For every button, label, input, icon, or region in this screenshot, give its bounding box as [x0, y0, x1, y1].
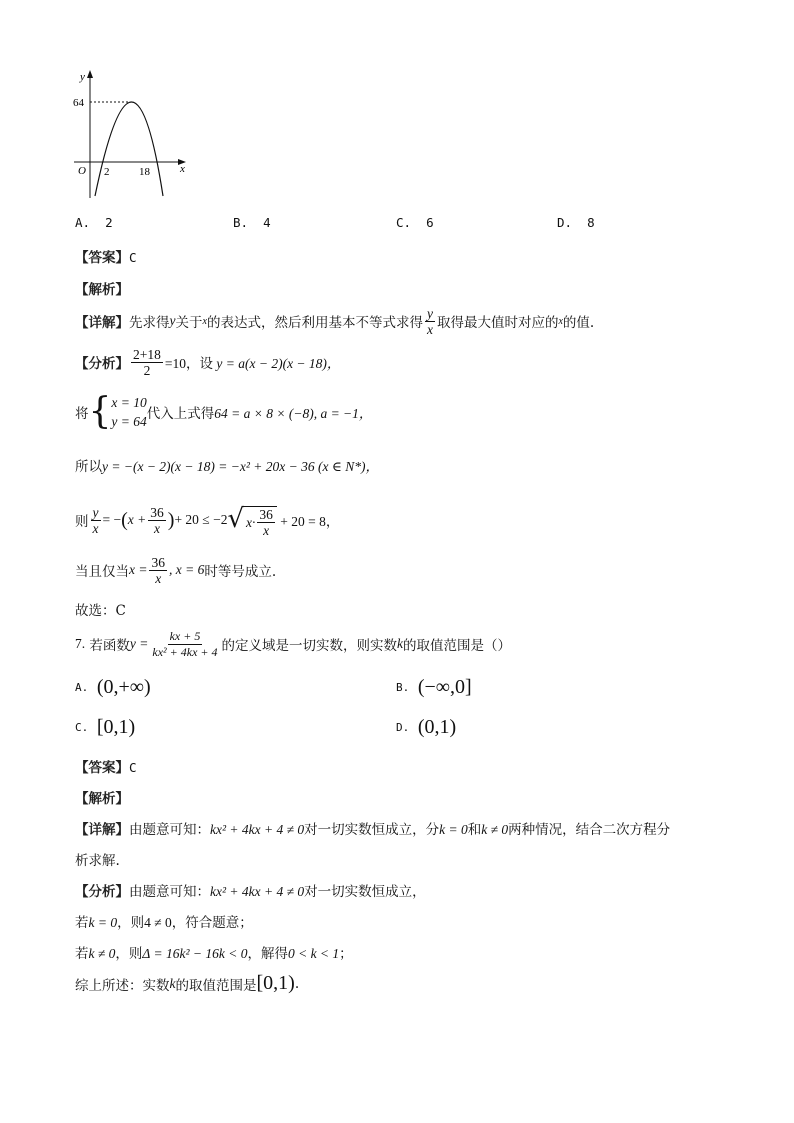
q6-suoyi: 所以 y = −(x − 2)(x − 18) = −x² + 20x − 36 (x ∈ N*)，	[75, 459, 379, 475]
q7-option-a: A. (0,+∞)	[75, 676, 151, 698]
q7-answer: 【答案】C	[75, 760, 137, 776]
y-axis-arrow	[87, 70, 93, 78]
y-axis-label: y	[80, 71, 85, 83]
x-tick-label-2: 2	[104, 166, 110, 178]
q6-dangqie: 当且仅当 x = $\frac{36}{x}$ , x = 6 时等号成立.	[75, 554, 277, 586]
q7-detail-line1: 【详解】由题意可知：kx² + 4kx + 4 ≠ 0对一切实数恒成立，分k = 0和k ≠ 0两种情况，结合二次方程分	[75, 822, 671, 838]
q7-analysis-tag: 【解析】	[75, 791, 129, 807]
q6-option-a: A. 2	[75, 215, 113, 230]
q7-case1: 若k = 0，则4 ≠ 0，符合题意；	[75, 915, 253, 931]
q7-detail-line2: 析求解.	[75, 853, 120, 869]
parabola-curve	[95, 102, 163, 196]
q6-detail: 【详解】 先求得 y 关于 x 的表达式，然后利用基本不等式求得 $\frac{y}{x}$ 取得最大值时对应的 x 的值.	[75, 305, 595, 337]
q6-analysis-tag: 【解析】	[75, 282, 129, 298]
origin-label: O	[78, 165, 86, 177]
q6-guxuan: 故选：C	[75, 603, 126, 619]
q6-option-b: B. 4	[233, 215, 271, 230]
q6-option-d: D. 8	[557, 215, 595, 230]
q7-case2: 若k ≠ 0，则Δ = 16k² − 16k < 0，解得0 < k < 1；	[75, 946, 353, 962]
x-tick-label-18: 18	[139, 166, 150, 178]
q7-option-d: D. (0,1)	[396, 716, 457, 738]
q7-option-c: C. [0,1)	[75, 716, 136, 738]
q6-answer: 【答案】C	[75, 250, 137, 266]
q7-fenxi: 【分析】由题意可知：kx² + 4kx + 4 ≠ 0对一切实数恒成立，	[75, 884, 426, 900]
x-axis-label: x	[180, 163, 185, 175]
q6-option-c: C. 6	[396, 215, 434, 230]
q6-ze: 则 $\frac{y}{x}$ = − ( x + $\frac{36}{x}$ ) + 20 ≤ −2 √ x· $\frac{36}{x}$ + 20 = 8，	[75, 504, 340, 538]
q7-option-b: B. (−∞,0]	[396, 676, 472, 698]
q6-substitute: 将 { x = 10 y = 64 代入上式得 64 = a × 8 × (−8), a = −1，	[75, 391, 373, 432]
q7-stem: 7. 若函数 y = $\frac{kx + 5}{\text{kx² + 4kx + 4}}$ 的定义域是一切实数，则实数 k 的取值范围是（）	[75, 628, 512, 659]
q7-summary: 综上所述：实数 k 的取值范围是 [0,1) .	[75, 972, 300, 994]
q6-fenxi: 【分析】 $\frac{2+18}{2}$ =10，设 y = a(x − 2)(x − 18)，	[75, 346, 341, 378]
parabola-graph	[66, 68, 196, 203]
y-tick-label: 64	[73, 97, 84, 109]
